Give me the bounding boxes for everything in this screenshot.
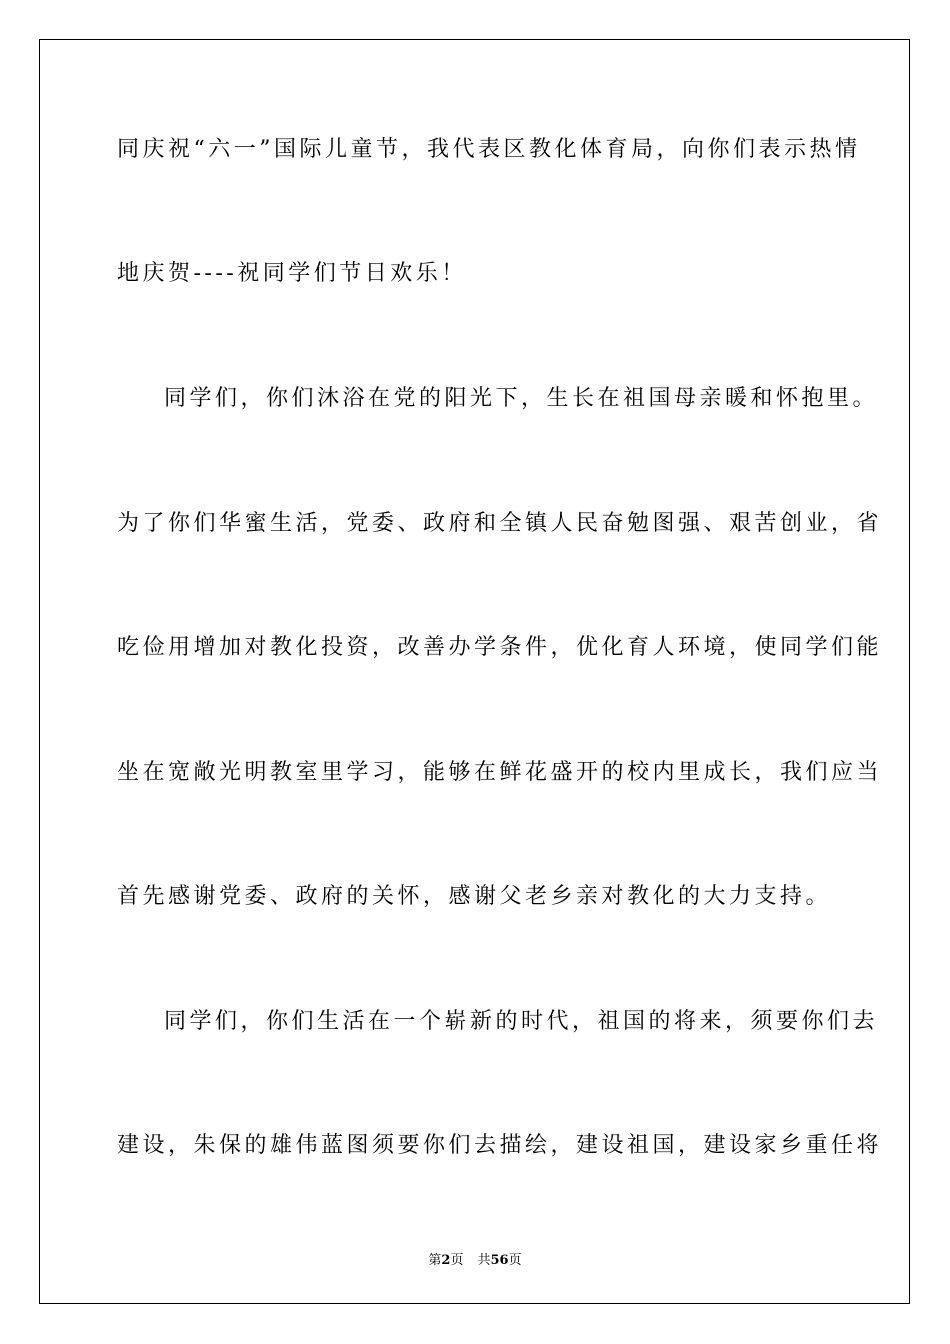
text-line-7: 首先感谢党委、政府的关怀，感谢父老乡亲对教化的大力支持。 [117,884,832,909]
text-line-9: 建设，朱保的雄伟蓝图须要你们去描绘，建设祖国，建设家乡重任将 [117,1133,883,1158]
text-line-1: 同庆祝“六一”国际儿童节，我代表区教化体育局，向你们表示热情 [117,137,861,162]
total-suffix: 页 [508,1253,522,1268]
text-line-2: 地庆贺----祝同学们节日欢乐！ [117,261,467,286]
page-suffix: 页 [450,1253,464,1268]
text-line-6: 坐在宽敞光明教室里学习，能够在鲜花盛开的校内里成长，我们应当 [117,760,883,785]
page-prefix: 第 [428,1253,442,1268]
page-border [39,39,910,1304]
total-pages: 56 [490,1253,509,1268]
text-line-3: 同学们，你们沐浴在党的阳光下，生长在祖国母亲暖和怀抱里。 [164,386,879,411]
total-prefix: 共 [477,1253,491,1268]
text-line-5: 吃俭用增加对教化投资，改善办学条件，优化育人环境，使同学们能 [117,635,883,660]
text-line-4: 为了你们华蜜生活，党委、政府和全镇人民奋勉图强、艰苦创业，省 [117,511,883,536]
text-line-8: 同学们，你们生活在一个崭新的时代，祖国的将来，须要你们去 [164,1009,879,1034]
page-footer [0,1249,950,1268]
page-number: 2 [441,1253,451,1268]
